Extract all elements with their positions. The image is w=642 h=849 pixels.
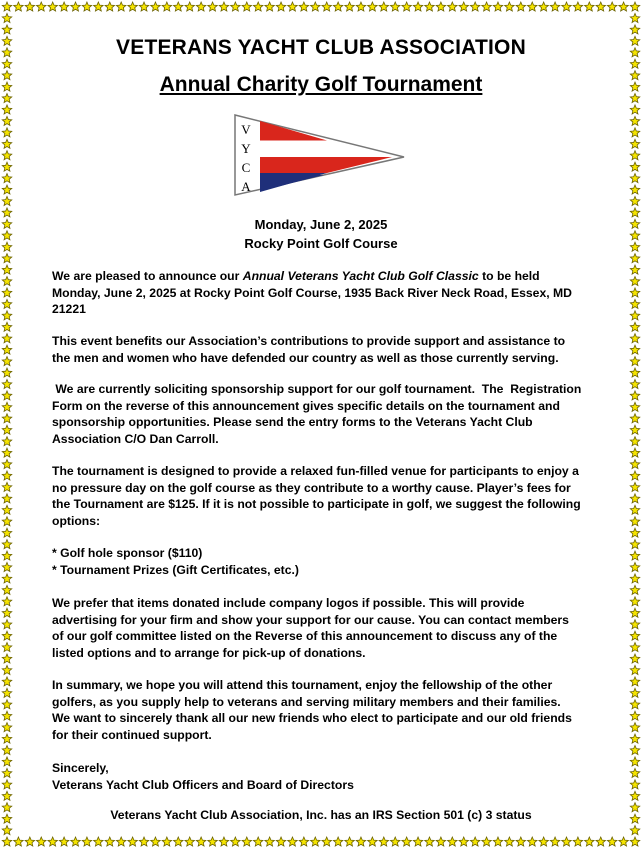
vyca-pennant-logo xyxy=(232,112,408,198)
page-subtitle: Annual Charity Golf Tournament xyxy=(159,73,483,96)
pennant-red-stripe-lower xyxy=(260,157,392,173)
irs-status-footer: Veterans Yacht Club Association, Inc. has an IRS Section 501 (c) 3 status xyxy=(110,808,532,822)
sponsorship-paragraph: We are currently soliciting sponsorship support for our golf tournament. The Registration Form on the reverse of this announcement gives specific details on the tournament and sponsorship opportunities. Please send the entry forms to the Veterans Yacht Club Association C/O Dan Carroll. xyxy=(52,382,585,446)
benefits-paragraph: This event benefits our Association’s contributions to provide support and assistance to the men and women who have defended our country as well as those currently serving. xyxy=(52,334,566,365)
announcement-paragraph xyxy=(52,268,582,318)
tournament-paragraph: The tournament is designed to provide a relaxed fun-filled venue for participants to enjoy a no pressure day on the golf course as they contribute to a worthy cause. Player’s fees for the Tournament are $125. If it is not possible to participate in golf, we suggest the following options: xyxy=(52,464,581,528)
signature: Veterans Yacht Club Officers and Board of Directors xyxy=(52,777,354,792)
event-name-italic: Annual Veterans Yacht Club Golf Classic xyxy=(242,269,479,283)
closing-block xyxy=(52,760,582,793)
logo-letter-a: A xyxy=(241,179,251,194)
announcement-text-end: to be held Monday, June 2, 2025 at Rocky Point Golf Course, 1935 Back River Neck Road, Essex, MD 21221 xyxy=(52,269,572,317)
donations-paragraph: We prefer that items donated include company logos if possible. This will provide advertising for your firm and show your support for our cause. You can contact members of our golf committee listed on the Reverse of this announcement to discuss any of the listed options and to arrange for pick-up of donations. xyxy=(52,596,569,660)
announcement-text-start: We are pleased to announce our xyxy=(52,269,243,283)
salutation: Sincerely, xyxy=(52,761,109,775)
logo-letter-v: V xyxy=(241,122,251,137)
options-list xyxy=(52,545,582,578)
page-title: VETERANS YACHT CLUB ASSOCIATION xyxy=(116,36,526,59)
option-tournament-prizes: * Tournament Prizes (Gift Certificates, etc.) xyxy=(52,562,299,577)
event-date: Monday, June 2, 2025 xyxy=(254,217,388,232)
logo-letter-c: C xyxy=(241,160,251,175)
option-golf-hole-sponsor: * Golf hole sponsor ($110) xyxy=(52,546,203,560)
logo-letter-y: Y xyxy=(241,141,251,156)
event-venue: Rocky Point Golf Course xyxy=(244,236,398,251)
summary-paragraph: In summary, we hope you will attend this tournament, enjoy the fellowship of the other golfers, as you supply help to veterans and serving military members and their families. We want to sincerely thank all our new friends who elect to participate and our old friends for their continued support. xyxy=(52,678,572,742)
